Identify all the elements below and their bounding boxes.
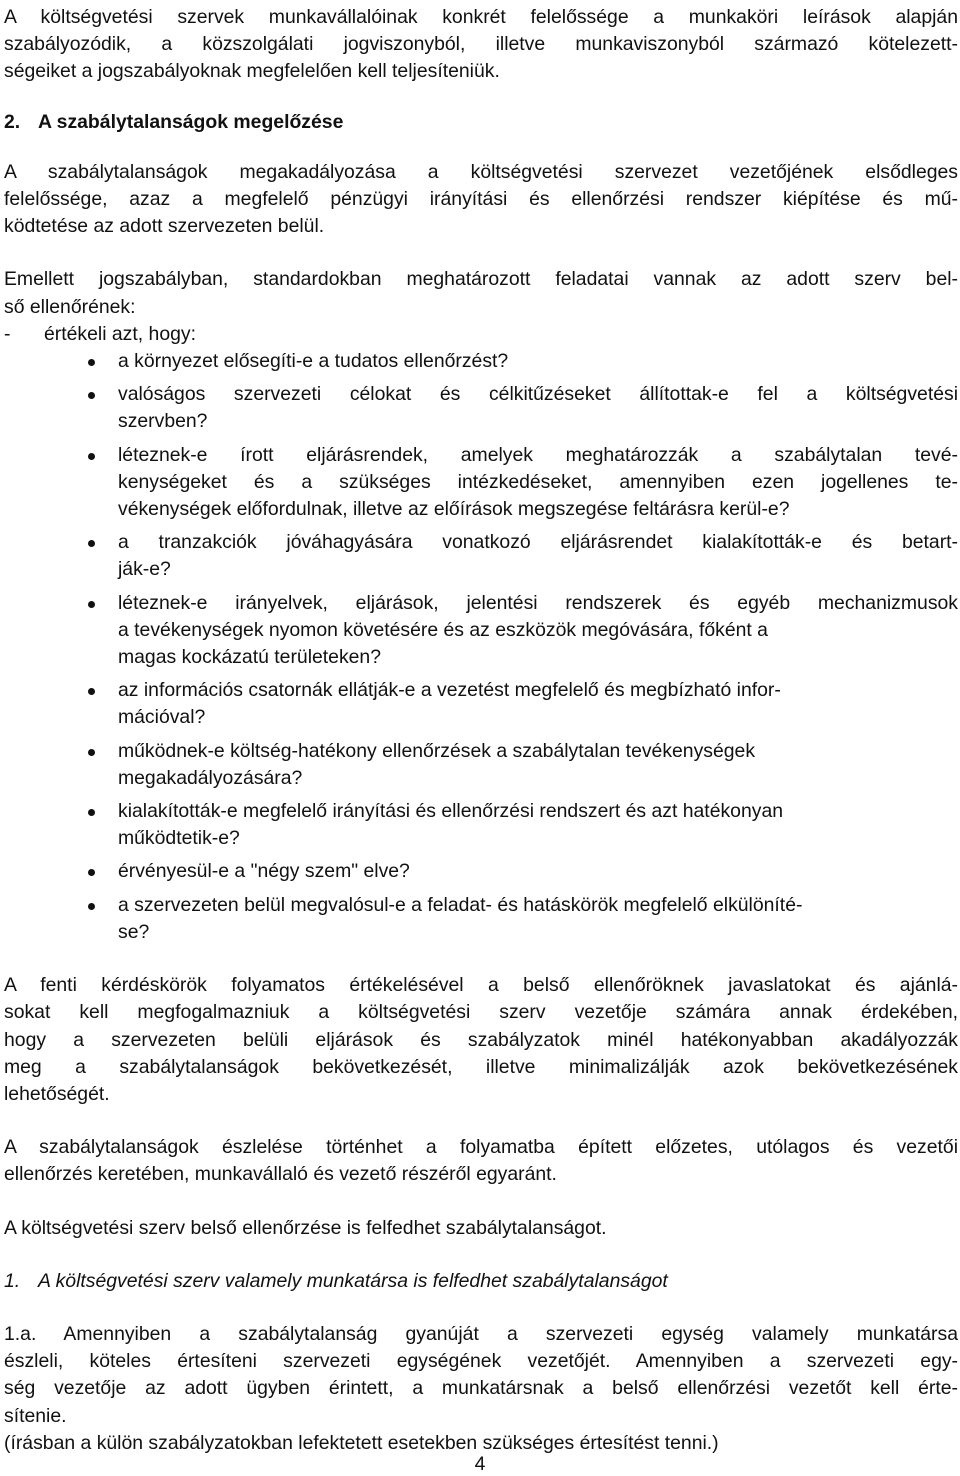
dash-item <box>4 321 958 348</box>
list-item <box>4 798 958 852</box>
text-line: ső ellenőrének: <box>4 295 136 318</box>
subsection-title: A költségvetési szerv valamely munkatársa is felfedhet szabálytalanságot <box>38 1269 668 1292</box>
subsection-heading <box>4 1268 958 1295</box>
text-line: a környezet elősegíti-e a tudatos ellenőrzést? <box>118 350 509 373</box>
list-item <box>4 348 958 375</box>
evaluation-paragraph <box>4 972 958 1108</box>
text-line: a tranzakciók jóváhagyására vonatkozó eljárásrendet kialakították-e és betart- <box>118 531 958 554</box>
text-line: lehetőségét. <box>4 1082 110 1105</box>
text-line: szabályozódik, a közszolgálati jogviszonyból, illetve munkaviszonyból származó kötelezett- <box>4 33 958 56</box>
text-line: A szabálytalanságok észlelése történhet a folyamatba épített előzetes, utólagos és vezetői <box>4 1136 958 1159</box>
text-line: a szervezeten belül megvalósul-e a feladat- és hatáskörök megfelelő elkülöníté- <box>118 893 803 916</box>
text-line: léteznek-e irányelvek, eljárások, jelentési rendszerek és egyéb mechanizmusok <box>118 591 958 614</box>
bullet-icon <box>88 869 95 876</box>
text-line: működtetik-e? <box>118 827 240 850</box>
text-line: A szabálytalanságok megakadályozása a költségvetési szervezet vezetőjének elsődleges <box>4 160 958 183</box>
bullet-icon <box>88 809 95 816</box>
dash-text: értékeli azt, hogy: <box>44 322 196 345</box>
list-item <box>4 677 958 731</box>
text-line: ködtetése az adott szervezeten belül. <box>4 215 325 238</box>
text-line: sokat kell megfogalmazniuk a költségvetési szerv vezetője számára annak érdekében, <box>4 1001 958 1024</box>
text-line: ellenőrzés keretében, munkavállaló és vezető részéről egyaránt. <box>4 1163 557 1186</box>
list-item <box>4 442 958 524</box>
text-line: megakadályozására? <box>118 766 303 789</box>
text-line: se? <box>118 920 150 943</box>
paragraph-1a <box>4 1321 958 1457</box>
list-item <box>4 738 958 792</box>
text-line: a tevékenységek nyomon követésére és az eszközök megóvására, főként a <box>118 618 768 641</box>
question-list <box>4 348 958 946</box>
text-line: hogy a szervezeten belüli eljárások és szabályzatok minél hatékonyabban akadályozzák <box>4 1028 958 1051</box>
text-line: mációval? <box>118 706 206 729</box>
text-line: magas kockázatú területeken? <box>118 646 382 669</box>
dash-marker: - <box>4 322 11 345</box>
list-item <box>4 590 958 672</box>
prevention-paragraph <box>4 159 958 241</box>
list-item <box>4 529 958 583</box>
text-line: az információs csatornák ellátják-e a vezetést megfelelő és megbízható infor- <box>118 679 781 702</box>
text-line: szervben? <box>118 410 208 433</box>
list-item <box>4 892 958 946</box>
text-line: észleli, köteles értesíteni szervezeti egységének vezetőjét. Amennyiben a szervezeti egy- <box>4 1350 958 1373</box>
intro-paragraph <box>4 4 958 86</box>
bullet-icon <box>88 903 95 910</box>
list-item <box>4 858 958 885</box>
bullet-icon <box>88 453 95 460</box>
text-line: A költségvetési szervek munkavállalóinak konkrét felelőssége a munkaköri leírások alapján <box>4 6 958 28</box>
subsection-number: 1. <box>4 1269 21 1292</box>
section-number: 2. <box>4 110 21 133</box>
text-line: léteznek-e írott eljárásrendek, amelyek meghatározzák a szabálytalan tevé- <box>118 443 958 466</box>
bullet-icon <box>88 540 95 547</box>
text-line: ség vezetője az adott ügyben érintett, a munkatársnak a belső ellenőrzési vezetőt kell érte- <box>4 1377 958 1400</box>
text-line: (írásban a külön szabályzatokban lefektetett esetekben szükséges értesítést tenni.) <box>4 1431 719 1454</box>
text-line: ségeiket a jogszabályoknak megfelelően kell teljesíteniük. <box>4 60 500 83</box>
internal-audit-paragraph <box>4 1215 958 1242</box>
bullet-icon <box>88 359 95 366</box>
bullet-icon <box>88 601 95 608</box>
text-line: érvényesül-e a "négy szem" elve? <box>118 860 410 883</box>
text-line: sítenie. <box>4 1404 67 1427</box>
text-line: felelőssége, azaz a megfelelő pénzügyi irányítási és ellenőrzési rendszer kiépítése és mű- <box>4 188 958 211</box>
bullet-icon <box>88 688 95 695</box>
text-line: működnek-e költség-hatékony ellenőrzések a szabálytalan tevékenységek <box>118 739 756 762</box>
section-heading <box>4 109 958 136</box>
text-line: kialakították-e megfelelő irányítási és ellenőrzési rendszert és azt hatékonyan <box>118 800 784 823</box>
section-title: A szabálytalanságok megelőzése <box>38 110 344 133</box>
detection-paragraph <box>4 1134 958 1188</box>
text-line: A fenti kérdéskörök folyamatos értékelésével a belső ellenőröknek javaslatokat és ajánlá- <box>4 974 958 997</box>
tasks-paragraph <box>4 266 958 348</box>
bullet-icon <box>88 392 95 399</box>
page-number: 4 <box>474 1453 486 1475</box>
document-page <box>4 4 958 1457</box>
text-line: meg a szabálytalanságok bekövetkezését, illetve minimalizálják azok bekövetkezésének <box>4 1055 958 1078</box>
bullet-icon <box>88 749 95 756</box>
text-line: 1.a. Amennyiben a szabálytalanság gyanúját a szervezeti egység valamely munkatársa <box>4 1322 958 1345</box>
text-line: Emellett jogszabályban, standardokban meghatározott feladatai vannak az adott szerv bel- <box>4 268 958 291</box>
text-line: ják-e? <box>118 558 171 581</box>
text-line: valóságos szervezeti célokat és célkitűzéseket állítottak-e fel a költségvetési <box>118 383 958 406</box>
list-item <box>4 381 958 435</box>
text-line: kenységeket és a szükséges intézkedéseket, amennyiben ezen jogellenes te- <box>118 470 958 493</box>
text-line: vékenységek előfordulnak, illetve az előírások megszegése feltárásra kerül-e? <box>118 498 790 521</box>
text-line: A költségvetési szerv belső ellenőrzése is felfedhet szabálytalanságot. <box>4 1216 607 1239</box>
